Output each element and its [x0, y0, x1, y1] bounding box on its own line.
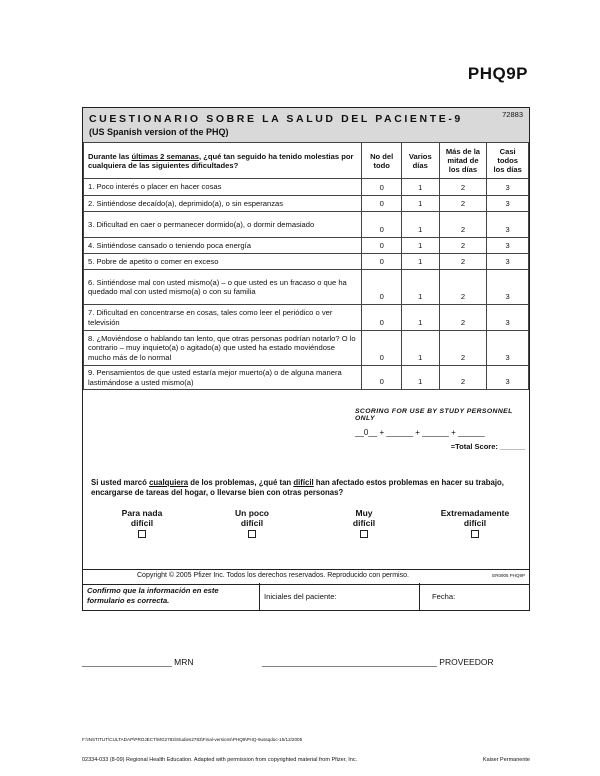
- score-option[interactable]: 3: [487, 196, 529, 212]
- table-row: [84, 366, 529, 390]
- score-option[interactable]: 1: [401, 331, 439, 366]
- score-option[interactable]: 2: [439, 212, 487, 238]
- question-item: 7. Dificultad en concentrarse en cosas, tales como leer el periódico o ver televisión: [84, 305, 362, 331]
- column-header: Más de la mitad de los días: [439, 143, 487, 179]
- file-path: F:\INSTITUT\CULTADAP\PROJECT\MG2783\Studies2783\Final-versions\PHQ9\PHQ-9ussqdoc-15/12/2005: [82, 737, 303, 742]
- score-option[interactable]: 3: [487, 270, 529, 305]
- scoring-sum-line: __0__ + ______ + ______ + ______: [355, 428, 485, 437]
- checkbox[interactable]: [471, 530, 479, 538]
- question-item: 5. Pobre de apetito o comer en exceso: [84, 254, 362, 270]
- difficulty-question: Si usted marcó cualquiera de los problemas, ¿qué tan difícil han afectado estos problemas en hacer su trabajo, encargarse de tareas del hogar, o llevarse bien con otras personas?: [91, 478, 504, 497]
- confirmation-row: [83, 583, 529, 611]
- question-item: 8. ¿Moviéndose o hablando tan lento, que otras personas podrían notarlo? O lo contrario – muy inquieto(a) o agitado(a) que usted ha estado moviéndose mucho más de lo normal: [84, 331, 362, 366]
- score-option[interactable]: 3: [487, 238, 529, 254]
- difficulty-option-label: Muy difícil: [352, 508, 376, 528]
- footer-right: Kaiser Permanente: [482, 757, 530, 763]
- score-option[interactable]: 0: [362, 254, 402, 270]
- copyright-text: Copyright © 2005 Pfizer Inc. Todos los derechos reservados. Reproducido con permiso.: [137, 572, 409, 579]
- checkbox[interactable]: [138, 530, 146, 538]
- mrn-line: ___________________ MRN: [82, 657, 194, 667]
- difficulty-option-label: Para nada difícil: [121, 508, 163, 528]
- score-option[interactable]: 0: [362, 196, 402, 212]
- score-option[interactable]: 3: [487, 254, 529, 270]
- score-option[interactable]: 2: [439, 331, 487, 366]
- score-option[interactable]: 0: [362, 331, 402, 366]
- score-option[interactable]: 2: [439, 196, 487, 212]
- table-row: [84, 305, 529, 331]
- column-header: No del todo: [362, 143, 402, 179]
- table-row: [84, 331, 529, 366]
- score-option[interactable]: 1: [401, 238, 439, 254]
- difficulty-option-label: Un poco difícil: [235, 508, 269, 528]
- difficulty-option: [97, 508, 187, 540]
- column-header: Casi todos los días: [487, 143, 529, 179]
- total-score: =Total Score: ______: [450, 442, 525, 451]
- table-row: [84, 179, 529, 196]
- difficulty-option: [207, 508, 297, 540]
- patient-initials-label: Iniciales del paciente:: [264, 592, 337, 601]
- score-option[interactable]: 2: [439, 179, 487, 196]
- footer-left: 02334-033 (8-09) Regional Health Education. Adapted with permission from copyrighted material from Pfizer, Inc.: [82, 757, 358, 763]
- scoring-title: SCORING FOR USE BY STUDY PERSONNEL ONLY: [355, 408, 513, 422]
- questionnaire-title: CUESTIONARIO SOBRE LA SALUD DEL PACIENTE-9: [89, 113, 463, 125]
- score-option[interactable]: 1: [401, 179, 439, 196]
- header-band: [83, 108, 529, 143]
- score-option[interactable]: 2: [439, 254, 487, 270]
- scoring-section: [355, 408, 529, 451]
- score-option[interactable]: 3: [487, 179, 529, 196]
- date-field[interactable]: [419, 583, 530, 611]
- table-row: [84, 238, 529, 254]
- score-option[interactable]: 2: [439, 305, 487, 331]
- question-header: Durante las últimas 2 semanas, ¿qué tan seguido ha tenido molestias por cualquiera de las siguientes dificultades?: [84, 143, 362, 179]
- question-item: 9. Pensamientos de que usted estaría mejor muerto(a) o de alguna manera lastimándose a usted mismo(a): [84, 366, 362, 390]
- table-row: [84, 212, 529, 238]
- table-row: [84, 270, 529, 305]
- score-option[interactable]: 0: [362, 270, 402, 305]
- difficulty-option-label: Extremadamente difícil: [440, 508, 510, 528]
- table-row: [84, 196, 529, 212]
- question-item: 4. Sintiéndose cansado o teniendo poca energía: [84, 238, 362, 254]
- score-option[interactable]: 1: [401, 254, 439, 270]
- difficulty-option: [429, 508, 521, 540]
- score-option[interactable]: 0: [362, 366, 402, 390]
- column-header: Varios días: [401, 143, 439, 179]
- score-option[interactable]: 1: [401, 366, 439, 390]
- question-item: 3. Dificultad en caer o permanecer dormido(a), o dormir demasiado: [84, 212, 362, 238]
- copyright-code: ER0905 PHQ9P: [492, 573, 525, 578]
- form-code: PHQ9P: [467, 64, 528, 83]
- question-item: 1. Poco interés o placer en hacer cosas: [84, 179, 362, 196]
- questionnaire-table: [83, 142, 529, 390]
- score-option[interactable]: 1: [401, 305, 439, 331]
- score-option[interactable]: 2: [439, 270, 487, 305]
- score-option[interactable]: 0: [362, 179, 402, 196]
- difficulty-option: [319, 508, 409, 540]
- score-option[interactable]: 1: [401, 196, 439, 212]
- form-number: 72883: [502, 110, 523, 119]
- score-option[interactable]: 1: [401, 270, 439, 305]
- questionnaire-form: [82, 107, 530, 611]
- score-option[interactable]: 1: [401, 212, 439, 238]
- checkbox[interactable]: [248, 530, 256, 538]
- score-option[interactable]: 0: [362, 305, 402, 331]
- patient-initials-field[interactable]: [259, 583, 420, 611]
- score-option[interactable]: 3: [487, 212, 529, 238]
- proveedor-line: _____________________________________ PROVEEDOR: [262, 657, 494, 667]
- questionnaire-subtitle: (US Spanish version of the PHQ): [89, 127, 229, 137]
- checkbox[interactable]: [360, 530, 368, 538]
- score-option[interactable]: 0: [362, 212, 402, 238]
- score-option[interactable]: 3: [487, 331, 529, 366]
- table-row: [84, 254, 529, 270]
- score-option[interactable]: 2: [439, 366, 487, 390]
- question-item: 2. Sintiéndose decaído(a), deprimido(a), o sin esperanzas: [84, 196, 362, 212]
- score-option[interactable]: 2: [439, 238, 487, 254]
- score-option[interactable]: 0: [362, 238, 402, 254]
- date-label: Fecha:: [432, 592, 456, 601]
- confirmation-text: Confirmo que la información en este formulario es correcta.: [87, 586, 219, 605]
- question-item: 6. Sintiéndose mal con usted mismo(a) – o que usted es un fracaso o que ha quedado mal con usted mismo(a) o con su familia: [84, 270, 362, 305]
- score-option[interactable]: 3: [487, 366, 529, 390]
- score-option[interactable]: 3: [487, 305, 529, 331]
